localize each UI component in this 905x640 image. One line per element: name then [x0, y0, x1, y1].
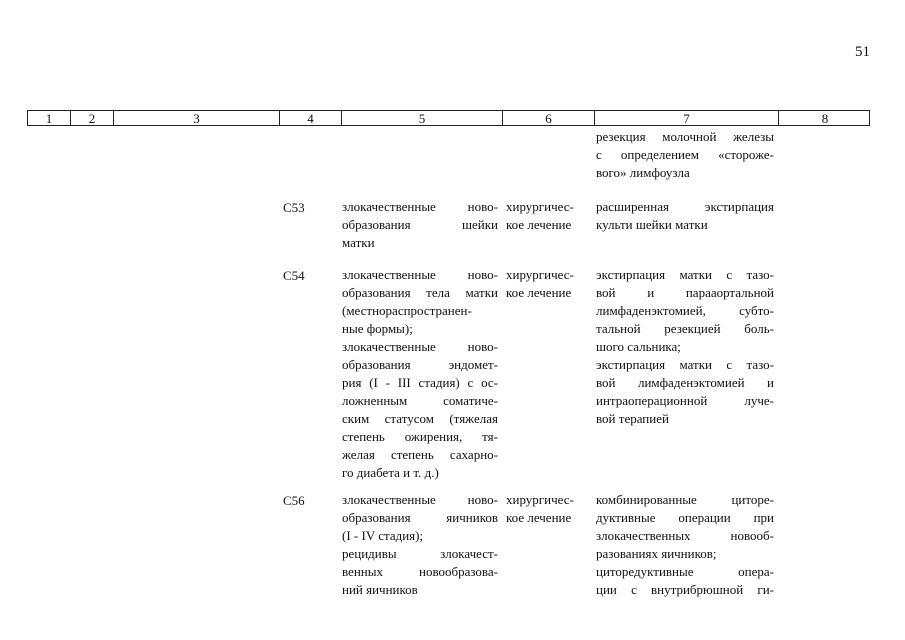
diagnosis-line: (I - IV стадия); — [342, 528, 424, 543]
method-text — [596, 198, 774, 234]
treatment-line: хирургичес- — [506, 199, 574, 214]
method-line: дуктивные операции при — [596, 510, 774, 525]
method-line: экстирпация матки с тазо- — [596, 267, 774, 282]
diagnosis-text — [342, 198, 498, 252]
table-header — [27, 110, 870, 126]
header-col-8: 8 — [778, 111, 871, 125]
treatment-text — [506, 491, 588, 527]
method-line: тальной резекцией боль- — [596, 321, 774, 336]
icd-code: C54 — [283, 268, 305, 283]
treatment-line: кое лечение — [506, 285, 572, 300]
method-line: интраоперационной луче- — [596, 393, 774, 408]
method-line: вой терапией — [596, 411, 669, 426]
diagnosis-line: образования тела матки — [342, 285, 498, 300]
method-line: экстирпация матки с тазо- — [596, 357, 774, 372]
diagnosis-line: венных новообразова- — [342, 564, 498, 579]
method-line: культи шейки матки — [596, 217, 708, 232]
diagnosis-line: образования яичников — [342, 510, 498, 525]
diagnosis-text — [342, 266, 498, 482]
method-line: циторедуктивные опера- — [596, 564, 774, 579]
method-line: расширенная экстирпация — [596, 199, 774, 214]
diagnosis-line: ные формы); — [342, 321, 413, 336]
header-col-5: 5 — [341, 111, 502, 125]
diagnosis-line: образования шейки — [342, 217, 498, 232]
diagnosis-line: (местнораспространен- — [342, 303, 472, 318]
diagnosis-line: рия (I - III стадия) с ос- — [342, 375, 498, 390]
diagnosis-line: злокачественные ново- — [342, 492, 498, 507]
diagnosis-line: го диабета и т. д.) — [342, 465, 439, 480]
diagnosis-line: злокачественные ново- — [342, 267, 498, 282]
diagnosis-line: ний яичников — [342, 582, 418, 597]
method-line: злокачественных новооб- — [596, 528, 774, 543]
header-col-7: 7 — [594, 111, 778, 125]
method-line: ции с внутрибрюшной ги- — [596, 582, 774, 597]
diagnosis-line: злокачественные ново- — [342, 339, 498, 354]
treatment-line: кое лечение — [506, 217, 572, 232]
icd-code: C56 — [283, 493, 305, 508]
header-col-4: 4 — [279, 111, 341, 125]
method-line: вого» лимфоузла — [596, 165, 690, 180]
diagnosis-line: образования эндомет- — [342, 357, 498, 372]
method-line: лимфаденэктомией, субто- — [596, 303, 774, 318]
method-line: комбинированные циторе- — [596, 492, 774, 507]
header-col-1: 1 — [45, 111, 53, 126]
method-text — [596, 491, 774, 599]
diagnosis-text — [342, 491, 498, 599]
method-line: разованиях яичников; — [596, 546, 717, 561]
treatment-text — [506, 198, 588, 234]
diagnosis-line: рецидивы злокачест- — [342, 546, 498, 561]
treatment-line: хирургичес- — [506, 267, 574, 282]
diagnosis-line: матки — [342, 235, 375, 250]
diagnosis-line: злокачественные ново- — [342, 199, 498, 214]
treatment-text — [506, 266, 588, 302]
header-col-6: 6 — [502, 111, 594, 125]
diagnosis-line: ским статусом (тяжелая — [342, 411, 498, 426]
method-line: резекция молочной железы — [596, 129, 774, 144]
diagnosis-line: желая степень сахарно- — [342, 447, 498, 462]
diagnosis-line: ложненным соматиче- — [342, 393, 498, 408]
method-line: вой лимфаденэктомией и — [596, 375, 774, 390]
diagnosis-line: степень ожирения, тя- — [342, 429, 498, 444]
method-line: вой и парааортальной — [596, 285, 774, 300]
treatment-line: хирургичес- — [506, 492, 574, 507]
treatment-line: кое лечение — [506, 510, 572, 525]
method-text — [596, 128, 774, 182]
header-col-2: 2 — [70, 111, 113, 125]
method-line: шого сальника; — [596, 339, 681, 354]
icd-code: C53 — [283, 200, 305, 215]
method-text — [596, 266, 774, 428]
header-col-3: 3 — [113, 111, 279, 125]
method-line: с определением «стороже- — [596, 147, 774, 162]
page-number: 51 — [855, 44, 870, 60]
